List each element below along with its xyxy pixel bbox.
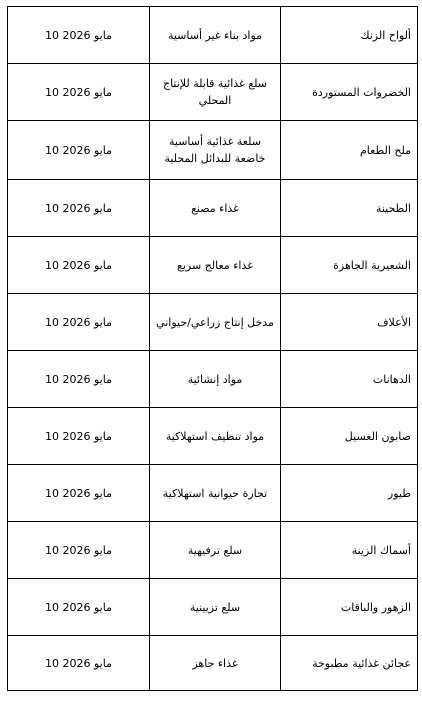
table-row	[8, 465, 418, 522]
date-cell: مايو 2026 10	[8, 522, 150, 579]
table-row	[8, 351, 418, 408]
table-row	[8, 636, 418, 691]
product-cell: ملح الطعام	[281, 121, 418, 180]
product-cell: عجائن غذائية مطبوخة	[281, 636, 418, 691]
date-cell: مايو 2026 10	[8, 64, 150, 121]
category-cell: سلعة غذائية أساسية خاضعة للبدائل المحلية	[150, 121, 281, 180]
table-row	[8, 579, 418, 636]
product-cell: طيور	[281, 465, 418, 522]
table-row	[8, 408, 418, 465]
table-row	[8, 7, 418, 64]
category-cell: سلع تزيينية	[150, 579, 281, 636]
table-row	[8, 522, 418, 579]
table-row	[8, 64, 418, 121]
product-cell: الشعيرية الجاهزة	[281, 237, 418, 294]
category-cell: تجارة حيوانية استهلاكية	[150, 465, 281, 522]
product-cell: أسماك الزينة	[281, 522, 418, 579]
date-cell: مايو 2026 10	[8, 237, 150, 294]
table-row	[8, 294, 418, 351]
category-cell: مواد بناء غير أساسية	[150, 7, 281, 64]
product-cell: الزهور والباقات	[281, 579, 418, 636]
date-cell: مايو 2026 10	[8, 7, 150, 64]
date-cell: مايو 2026 10	[8, 294, 150, 351]
category-cell: غذاء معالج سريع	[150, 237, 281, 294]
product-cell: الطحينة	[281, 180, 418, 237]
table-row	[8, 237, 418, 294]
product-cell: ألواح الزنك	[281, 7, 418, 64]
date-cell: مايو 2026 10	[8, 465, 150, 522]
category-cell: سلع غذائية قابلة للإنتاج المحلي	[150, 64, 281, 121]
date-cell: مايو 2026 10	[8, 351, 150, 408]
date-cell: مايو 2026 10	[8, 636, 150, 691]
category-cell: غذاء جاهز	[150, 636, 281, 691]
date-cell: مايو 2026 10	[8, 180, 150, 237]
date-cell: مايو 2026 10	[8, 408, 150, 465]
product-cell: الخضروات المستوردة	[281, 64, 418, 121]
category-cell: سلع ترفيهية	[150, 522, 281, 579]
category-cell: مواد تنظيف استهلاكية	[150, 408, 281, 465]
table-row	[8, 180, 418, 237]
product-cell: الدهانات	[281, 351, 418, 408]
product-cell: الأعلاف	[281, 294, 418, 351]
category-cell: مدخل إنتاج زراعي/حيواني	[150, 294, 281, 351]
category-cell: غذاء مصنع	[150, 180, 281, 237]
date-cell: مايو 2026 10	[8, 121, 150, 180]
table-row	[8, 121, 418, 180]
products-table	[7, 6, 418, 691]
category-cell: مواد إنشائية	[150, 351, 281, 408]
date-cell: مايو 2026 10	[8, 579, 150, 636]
product-cell: صابون الغسيل	[281, 408, 418, 465]
